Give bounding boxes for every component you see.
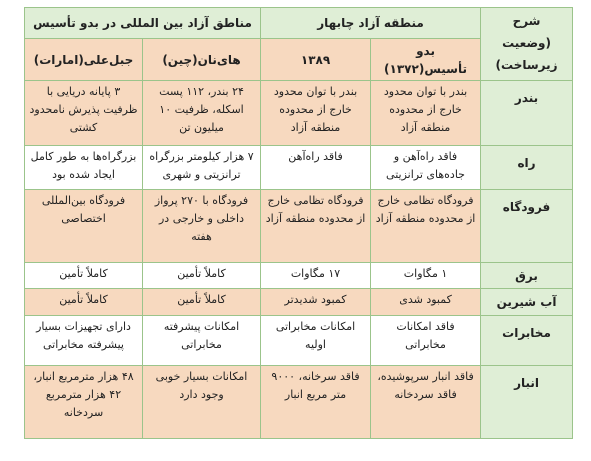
header-row-1 xyxy=(25,8,573,39)
cell-jebel-ali: دارای تجهیزات بسیار پیشرفته مخابراتی xyxy=(25,315,143,366)
cell-chabahar-start: ۱ مگاوات xyxy=(371,262,481,288)
cell-chabahar-1389: ۱۷ مگاوات xyxy=(261,262,371,288)
table-row xyxy=(25,145,573,190)
table-row xyxy=(25,262,573,288)
row-label: فرودگاه xyxy=(481,190,573,263)
comparison-table-wrapper xyxy=(24,7,572,439)
cell-hainan: امکانات بسیار خوبی وجود دارد xyxy=(143,366,261,439)
header-international: مناطق آزاد بین المللی در بدو تأسیس xyxy=(25,8,261,39)
cell-chabahar-1389: کمبود شدیدتر xyxy=(261,289,371,315)
cell-chabahar-start: فرودگاه تظامی خارج از محدوده منطقه آزاد xyxy=(371,190,481,263)
cell-chabahar-1389: امکانات مخابراتی اولیه xyxy=(261,315,371,366)
cell-jebel-ali: ۴۸ هزار مترمربع انبار، ۴۲ هزار مترمربع سردخانه xyxy=(25,366,143,439)
cell-hainan: کاملاً تأمین xyxy=(143,262,261,288)
cell-chabahar-1389: فاقد راه‌آهن xyxy=(261,145,371,190)
header-chabahar-start: بدو تأسیس(۱۳۷۲) xyxy=(371,39,481,80)
row-label: راه xyxy=(481,145,573,190)
row-label: انبار xyxy=(481,366,573,439)
cell-chabahar-1389: بندر با توان محدود خارج از محدوده منطقه آزاد xyxy=(261,80,371,145)
cell-jebel-ali: کاملاً تأمین xyxy=(25,262,143,288)
row-label: بندر xyxy=(481,80,573,145)
header-chabahar: منطقه آزاد چابهار xyxy=(261,8,481,39)
table-row xyxy=(25,190,573,263)
row-label: آب شیرین xyxy=(481,289,573,315)
cell-jebel-ali: کاملاً تأمین xyxy=(25,289,143,315)
cell-chabahar-start: فاقد راه‌آهن و جاده‌های ترانزیتی xyxy=(371,145,481,190)
cell-chabahar-start: فاقد امکانات مخابراتی xyxy=(371,315,481,366)
table-row xyxy=(25,315,573,366)
cell-hainan: کاملاً تأمین xyxy=(143,289,261,315)
cell-jebel-ali: فرودگاه بین‌المللی اختصاصی xyxy=(25,190,143,263)
cell-chabahar-1389: فاقد سرخانه، ۹۰۰۰ متر مربع انبار xyxy=(261,366,371,439)
cell-hainan: ۷ هزار کیلومتر بزرگراه ترانزیتی و شهری xyxy=(143,145,261,190)
cell-chabahar-1389: فرودگاه تظامی خارج از محدوده منطقه آزاد xyxy=(261,190,371,263)
header-description-subtitle: (وضعیت زیرساخت) xyxy=(495,36,558,72)
cell-hainan: فرودگاه با ۲۷۰ پرواز داخلی و خارجی در هفته xyxy=(143,190,261,263)
cell-jebel-ali: بزرگراه‌ها به طور کامل ایجاد شده بود xyxy=(25,145,143,190)
header-chabahar-1389: ۱۳۸۹ xyxy=(261,39,371,80)
cell-hainan: امکانات پیشرفته مخابراتی xyxy=(143,315,261,366)
cell-jebel-ali: ۳ پایانه دریایی با ظرفیت پذیرش نامحدود کشتی xyxy=(25,80,143,145)
cell-hainan: ۲۴ بندر، ۱۱۲ پست اسکله، ظرفیت ۱۰ میلیون تن xyxy=(143,80,261,145)
row-label: مخابرات xyxy=(481,315,573,366)
header-description xyxy=(481,8,573,81)
header-jebel-ali: جبل‌علی(امارات) xyxy=(25,39,143,80)
cell-chabahar-start: کمبود شدی xyxy=(371,289,481,315)
table-row xyxy=(25,80,573,145)
header-description-title: شرح xyxy=(512,14,541,28)
table-row xyxy=(25,366,573,439)
table-row xyxy=(25,289,573,315)
cell-chabahar-start: فاقد انبار سرپوشیده، فاقد سردخانه xyxy=(371,366,481,439)
row-label: برق xyxy=(481,262,573,288)
cell-chabahar-start: بندر با توان محدود خارج از محدوده منطقه آزاد xyxy=(371,80,481,145)
header-hainan: های‌نان(چین) xyxy=(143,39,261,80)
infrastructure-comparison-table xyxy=(24,7,573,439)
